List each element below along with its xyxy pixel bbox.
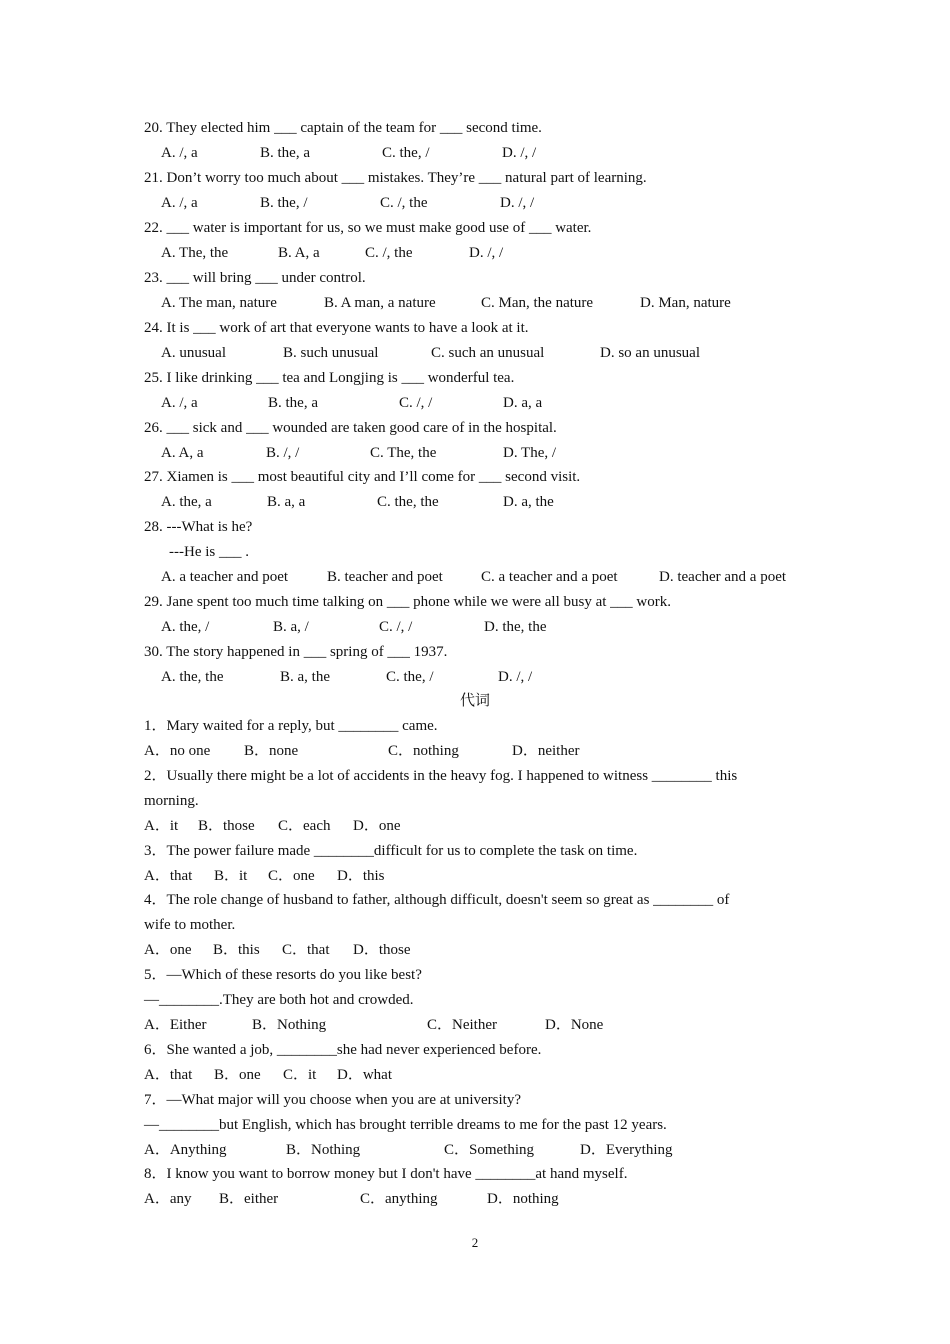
option-c: C. the, the [377, 494, 439, 510]
pronoun-question-7-stem: 7．—What major will you choose when you are at university? [144, 1092, 521, 1108]
option-a: A．Anything [144, 1142, 227, 1158]
option-d: D．what [337, 1067, 392, 1083]
option-d: D．Everything [580, 1142, 673, 1158]
option-a: A. /, a [161, 395, 198, 411]
option-c: C．it [283, 1067, 317, 1083]
page-number: 2 [471, 1235, 479, 1250]
question-20-stem: 20. They elected him ___ captain of the team for ___ second time. [144, 120, 542, 136]
option-b: B. a, / [273, 619, 309, 635]
option-b: B. the, / [260, 195, 308, 211]
option-b: B．one [214, 1067, 261, 1083]
option-d: D. /, / [502, 145, 537, 161]
option-a: A. A, a [161, 445, 204, 461]
option-b: B．either [219, 1191, 279, 1207]
option-d: D．None [545, 1017, 604, 1033]
pronoun-question-4-continuation: wife to mother. [144, 917, 236, 933]
option-c: C. The, the [370, 445, 437, 461]
option-c: C. the, / [386, 669, 434, 685]
pronoun-question-6-stem: 6．She wanted a job, ________she had never experienced before. [144, 1042, 542, 1058]
option-b: B. such unusual [283, 345, 379, 361]
question-22-stem: 22. ___ water is important for us, so we must make good use of ___ water. [144, 220, 592, 236]
option-b: B. A, a [278, 245, 320, 261]
question-28-reply: ---He is ___ . [169, 544, 249, 560]
question-28-stem: 28. ---What is he? [144, 519, 253, 535]
option-a: A．any [144, 1191, 192, 1207]
option-d: D. /, / [500, 195, 535, 211]
pronoun-question-2-continuation: morning. [144, 793, 199, 809]
option-c: C. a teacher and a poet [481, 569, 618, 585]
pronoun-question-1-stem: 1．Mary waited for a reply, but ________ came. [144, 718, 438, 734]
option-c: C. the, / [382, 145, 430, 161]
option-d: D．nothing [487, 1191, 559, 1207]
option-d: D. /, / [469, 245, 504, 261]
question-24-stem: 24. It is ___ work of art that everyone wants to have a look at it. [144, 320, 529, 336]
option-b: B．this [213, 942, 260, 958]
pronoun-question-8-stem: 8．I know you want to borrow money but I don't have ________at hand myself. [144, 1166, 628, 1182]
pronoun-question-7-reply: —________but English, which has brought terrible dreams to me for the past 12 years. [144, 1117, 667, 1133]
option-b: B. /, / [266, 445, 300, 461]
option-c: C．anything [360, 1191, 438, 1207]
option-c: C. /, the [365, 245, 413, 261]
option-b: B. the, a [260, 145, 310, 161]
option-b: B．it [214, 868, 248, 884]
option-d: D. teacher and a poet [659, 569, 787, 585]
option-c: C．nothing [388, 743, 459, 759]
option-a: A．that [144, 868, 193, 884]
option-a: A. the, the [161, 669, 224, 685]
section-heading: 代词 [459, 693, 490, 709]
option-b: B. teacher and poet [327, 569, 443, 585]
option-b: B. a, the [280, 669, 330, 685]
option-a: A. /, a [161, 195, 198, 211]
question-21-stem: 21. Don’t worry too much about ___ mistakes. They’re ___ natural part of learning. [144, 170, 647, 186]
option-d: D. a, a [503, 395, 543, 411]
option-c: C. /, / [379, 619, 413, 635]
option-b: B．Nothing [252, 1017, 327, 1033]
question-25-stem: 25. I like drinking ___ tea and Longjing is ___ wonderful tea. [144, 370, 515, 386]
option-a: A. the, / [161, 619, 210, 635]
option-c: C．Neither [427, 1017, 497, 1033]
option-c: C．one [268, 868, 315, 884]
option-d: D．those [353, 942, 411, 958]
option-d: D．this [337, 868, 385, 884]
option-d: D．neither [512, 743, 580, 759]
question-23-stem: 23. ___ will bring ___ under control. [144, 270, 366, 286]
option-d: D．one [353, 818, 401, 834]
option-d: D. The, / [503, 445, 557, 461]
option-c: C．Something [444, 1142, 535, 1158]
option-d: D. so an unusual [600, 345, 700, 361]
option-c: C. /, / [399, 395, 433, 411]
option-b: B．none [244, 743, 299, 759]
option-a: A．one [144, 942, 192, 958]
option-b: B．those [198, 818, 255, 834]
option-a: A. The man, nature [161, 295, 277, 311]
option-c: C. Man, the nature [481, 295, 594, 311]
option-b: B. the, a [268, 395, 318, 411]
option-d: D. the, the [484, 619, 547, 635]
option-a: A. /, a [161, 145, 198, 161]
option-b: B．Nothing [286, 1142, 361, 1158]
option-a: A. unusual [161, 345, 226, 361]
pronoun-question-4-stem: 4．The role change of husband to father, although difficult, doesn't seem so great as ________ of [144, 892, 730, 908]
pronoun-question-2-stem: 2．Usually there might be a lot of accidents in the heavy fog. I happened to witness ________ this [144, 768, 738, 784]
question-29-stem: 29. Jane spent too much time talking on ___ phone while we were all busy at ___ work. [144, 594, 671, 610]
question-26-stem: 26. ___ sick and ___ wounded are taken good care of in the hospital. [144, 420, 557, 436]
option-a: A．Either [144, 1017, 207, 1033]
option-d: D. Man, nature [640, 295, 731, 311]
option-a: A．it [144, 818, 179, 834]
pronoun-question-5-stem: 5．—Which of these resorts do you like best? [144, 967, 422, 983]
option-d: D. /, / [498, 669, 533, 685]
pronoun-question-3-stem: 3．The power failure made ________difficult for us to complete the task on time. [144, 843, 638, 859]
option-a: A．that [144, 1067, 193, 1083]
option-c: C. /, the [380, 195, 428, 211]
option-a: A. the, a [161, 494, 212, 510]
option-a: A. a teacher and poet [161, 569, 289, 585]
option-c: C．that [282, 942, 330, 958]
option-b: B. A man, a nature [324, 295, 436, 311]
option-a: A．no one [144, 743, 211, 759]
pronoun-question-5-reply: —________.They are both hot and crowded. [144, 992, 414, 1008]
option-d: D. a, the [503, 494, 554, 510]
option-c: C. such an unusual [431, 345, 545, 361]
option-c: C．each [278, 818, 331, 834]
question-27-stem: 27. Xiamen is ___ most beautiful city and I’ll come for ___ second visit. [144, 469, 581, 485]
question-30-stem: 30. The story happened in ___ spring of ___ 1937. [144, 644, 448, 660]
option-b: B. a, a [267, 494, 306, 510]
option-a: A. The, the [161, 245, 229, 261]
